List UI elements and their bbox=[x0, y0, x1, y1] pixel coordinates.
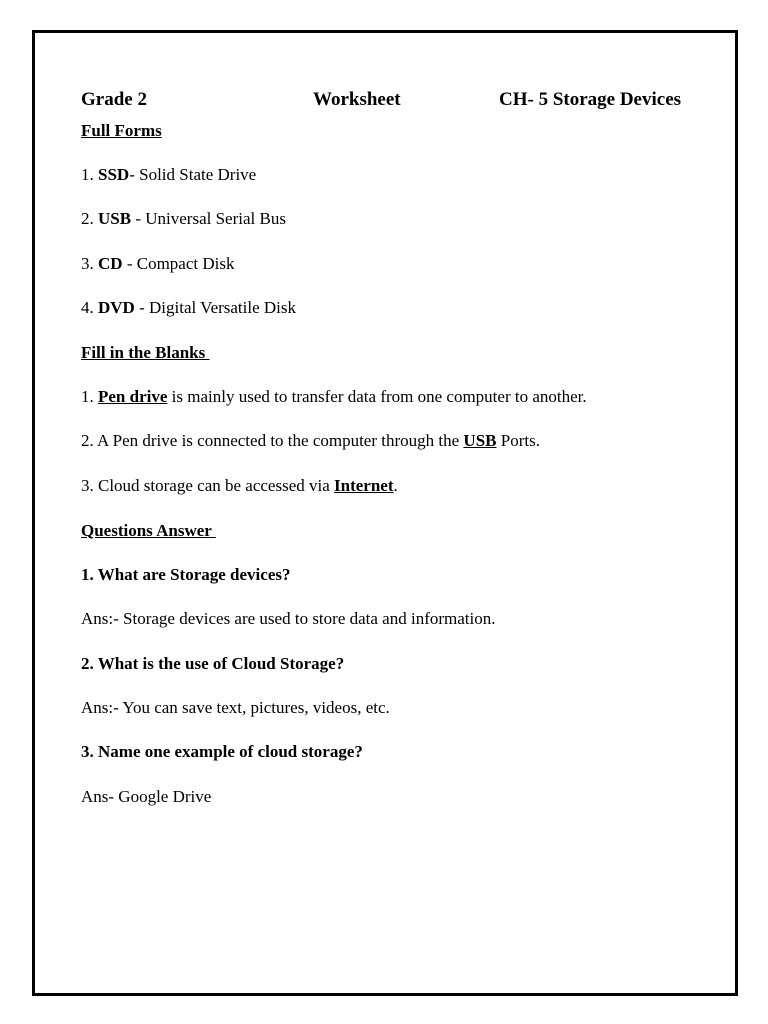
blank-answer: Pen drive bbox=[98, 387, 168, 406]
full-forms-heading: Full Forms bbox=[81, 121, 162, 140]
abbreviation: CD bbox=[98, 254, 123, 273]
blank-answer: Internet bbox=[334, 476, 394, 495]
item-number: 3. bbox=[81, 254, 98, 273]
item-number: 2. bbox=[81, 209, 98, 228]
fill-blank-item bbox=[81, 387, 587, 407]
abbreviation: USB bbox=[98, 209, 132, 228]
sentence-end: . bbox=[393, 476, 398, 495]
item-number: 1. bbox=[81, 165, 98, 184]
full-form-item bbox=[81, 298, 296, 318]
full-form-text: Solid State Drive bbox=[139, 165, 257, 184]
separator: - bbox=[131, 209, 146, 228]
sentence-start: 3. Cloud storage can be accessed via bbox=[81, 476, 335, 495]
separator: - bbox=[129, 165, 140, 184]
full-form-text: Universal Serial Bus bbox=[145, 209, 286, 228]
question: 2. What is the use of Cloud Storage? bbox=[81, 654, 345, 673]
full-form-item bbox=[81, 165, 256, 185]
worksheet-title: Worksheet bbox=[313, 89, 401, 110]
sentence-start: 2. A Pen drive is connected to the computer through the bbox=[81, 431, 464, 450]
separator: - bbox=[134, 298, 150, 317]
separator: - bbox=[122, 254, 137, 273]
sentence-start: 1. bbox=[81, 387, 98, 406]
full-form-text: Digital Versatile Disk bbox=[149, 298, 297, 317]
full-form-text: Compact Disk bbox=[136, 254, 235, 273]
question: 3. Name one example of cloud storage? bbox=[81, 742, 363, 761]
full-form-item bbox=[81, 209, 286, 229]
sentence-end: Ports. bbox=[496, 431, 540, 450]
sentence-end: is mainly used to transfer data from one computer to another. bbox=[167, 387, 587, 406]
answer: Ans:- Storage devices are used to store data and information. bbox=[81, 609, 496, 628]
grade-label: Grade 2 bbox=[81, 89, 147, 110]
blank-answer: USB bbox=[463, 431, 497, 450]
full-form-item bbox=[81, 254, 234, 274]
item-number: 4. bbox=[81, 298, 98, 317]
answer: Ans- Google Drive bbox=[81, 787, 212, 806]
fill-blank-item bbox=[81, 476, 398, 496]
fill-blanks-heading: Fill in the Blanks bbox=[81, 343, 210, 362]
abbreviation: DVD bbox=[98, 298, 135, 317]
abbreviation: SSD bbox=[98, 165, 130, 184]
questions-heading: Questions Answer bbox=[81, 521, 216, 540]
answer: Ans:- You can save text, pictures, videos, etc. bbox=[81, 698, 390, 717]
question: 1. What are Storage devices? bbox=[81, 565, 291, 584]
fill-blank-item bbox=[81, 431, 540, 451]
chapter-title: CH- 5 Storage Devices bbox=[499, 89, 682, 110]
